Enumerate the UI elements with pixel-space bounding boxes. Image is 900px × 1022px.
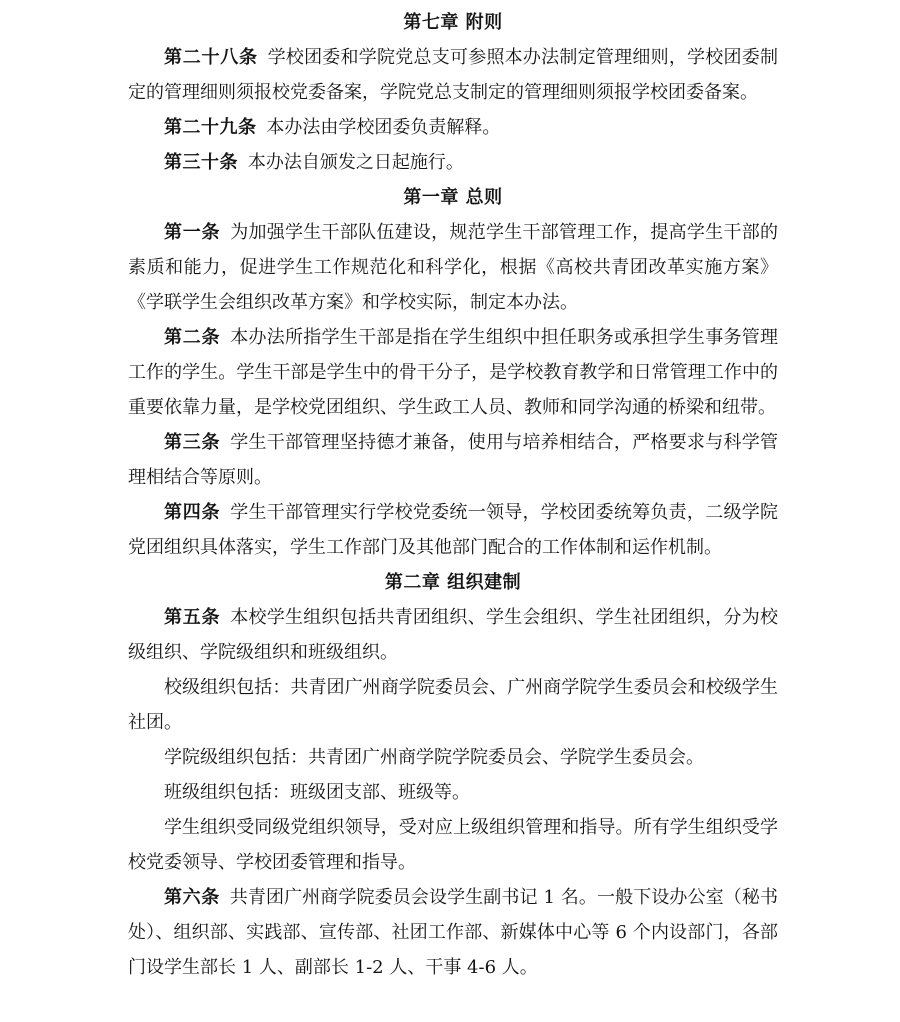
article-3-text: 学生干部管理坚持德才兼备，使用与培养相结合，严格要求与科学管理相结合等原则。 — [128, 432, 779, 488]
chapter-heading-1: 第一章 总则 — [403, 187, 503, 208]
article-28-text: 学校团委和学院党总支可参照本办法制定管理细则，学校团委制定的管理细则须报校党委备案，学院党总支制定的管理细则须报学校团委备案。 — [128, 47, 779, 103]
article-3-number: 第三条 — [164, 432, 221, 453]
article-28-number: 第二十八条 — [164, 47, 258, 68]
paragraph-college-level-orgs-text: 学院级组织包括：共青团广州商学院学院委员会、学院学生委员会。 — [164, 747, 704, 768]
article-5-text: 本校学生组织包括共青团组织、学生会组织、学生社团组织，分为校级组织、学院级组织和班级组织。 — [128, 607, 779, 663]
paragraph-org-leadership-text: 学生组织受同级党组织领导，受对应上级组织管理和指导。所有学生组织受学校党委领导、学校团委管理和指导。 — [128, 817, 778, 873]
article-4-number: 第四条 — [164, 502, 221, 523]
article-5-number: 第五条 — [164, 607, 221, 628]
article-1 — [128, 215, 778, 320]
article-30-text: 本办法自颁发之日起施行。 — [247, 152, 464, 173]
article-30 — [128, 145, 778, 180]
article-29-text: 本办法由学校团委负责解释。 — [266, 117, 501, 138]
article-6-text: 共青团广州商学院委员会设学生副书记 1 名。一般下设办公室（秘书处）、组织部、实践部、宣传部、社团工作部、新媒体中心等 6 个内设部门，各部门设学生部长 1 人、副部长 1-2 人、干事 4-6 人。 — [128, 887, 778, 978]
article-29 — [128, 110, 778, 145]
paragraph-class-level-orgs-text: 班级组织包括：班级团支部、班级等。 — [164, 782, 470, 803]
article-1-text: 为加强学生干部队伍建设，规范学生干部管理工作，提高学生干部的素质和能力，促进学生工作规范化和科学化，根据《高校共青团改革实施方案》《学联学生会组织改革方案》和学校实际，制定本办法。 — [128, 222, 779, 313]
article-2-number: 第二条 — [164, 327, 221, 348]
article-5 — [128, 600, 778, 670]
article-6 — [128, 880, 778, 985]
article-2-text: 本办法所指学生干部是指在学生组织中担任职务或承担学生事务管理工作的学生。学生干部是学生中的骨干分子，是学校教育教学和日常管理工作中的重要依靠力量，是学校党团组织、学生政工人员、教师和同学沟通的桥梁和纽带。 — [128, 327, 779, 418]
chapter-heading-7: 第七章 附则 — [403, 12, 503, 33]
paragraph-class-level-orgs — [128, 775, 778, 810]
paragraph-school-level-orgs-text: 校级组织包括：共青团广州商学院委员会、广州商学院学生委员会和校级学生社团。 — [128, 677, 778, 733]
article-4 — [128, 495, 778, 565]
paragraph-college-level-orgs — [128, 740, 778, 775]
article-4-text: 学生干部管理实行学校党委统一领导，学校团委统筹负责，二级学院党团组织具体落实，学生工作部门及其他部门配合的工作体制和运作机制。 — [128, 502, 779, 558]
article-1-number: 第一条 — [164, 222, 221, 243]
article-3 — [128, 425, 778, 495]
article-6-number: 第六条 — [164, 887, 220, 908]
paragraph-org-leadership — [128, 810, 778, 880]
article-28 — [128, 40, 778, 110]
chapter-heading-2: 第二章 组织建制 — [384, 572, 522, 593]
article-30-number: 第三十条 — [164, 152, 238, 173]
article-2 — [128, 320, 778, 425]
article-29-number: 第二十九条 — [164, 117, 257, 138]
paragraph-school-level-orgs — [128, 670, 778, 740]
